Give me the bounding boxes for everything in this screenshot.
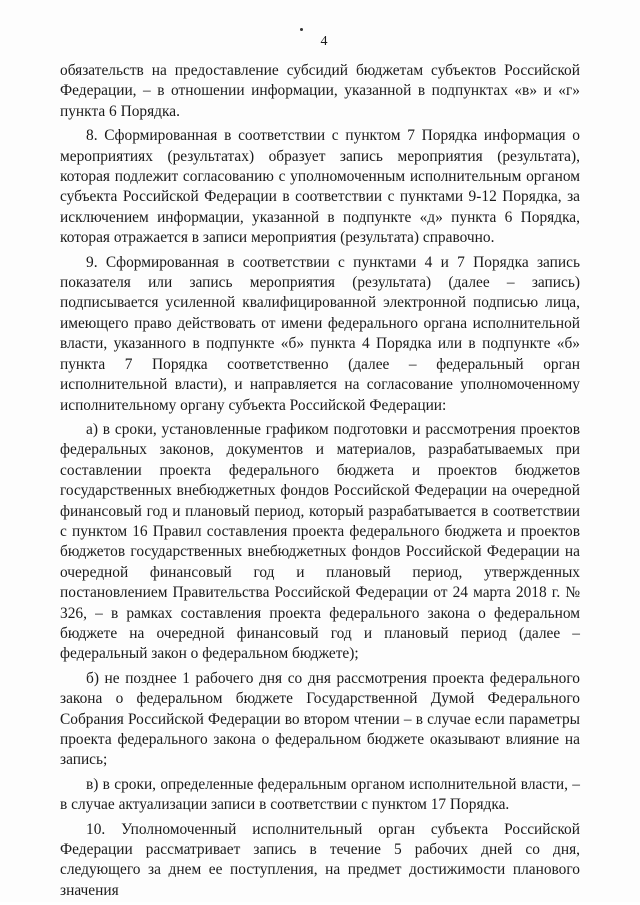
subparagraph-a: а) в сроки, установленные графиком подготовки и рассмотрения проектов федеральных законов, документов и материалов, разрабатываемых при составлении проекта федерального бюджета и проектов бюджетов государственных внебюджетных фондов Российской Федерации на очередной финансовый год и плановый период, который разрабатывается в соответствии с пунктом 16 Правил составления проекта федерального бюджета и проектов бюджетов государственных внебюджетных фондов Российской Федерации на очередной финансовый год и плановый период, утвержденных постановлением Правительства Российской Федерации от 24 марта 2018 г. № 326, – в рамках составления проекта федерального закона о федеральном бюджете на очередной финансовый год и плановый период (далее – федеральный закон о федеральном бюджете); [60,420,580,663]
paragraph-continuation: обязательств на предоставление субсидий бюджетам субъектов Российской Федерации, – в отношении информации, указанной в подпунктах «в» и «г» пункта 6 Порядка. [60,62,580,120]
subparagraph-b: б) не позднее 1 рабочего дня со дня рассмотрения проекта федерального закона о федеральном бюджете Государственной Думой Федерального Собрания Российской Федерации во втором чтении – в случае если параметры проекта федерального закона о федеральном бюджете оказывают влияние на запись; [60,669,580,769]
paragraph-9: 9. Сформированная в соответствии с пунктами 4 и 7 Порядка запись показателя или запись мероприятия (результата) (далее – запись) подписывается усиленной квалифицированной электронной подписью лица, имеющего право действовать от имени федерального органа исполнительной власти, указанного в подпункте «б» пункта 4 Порядка или в подпункте «б» пункта 7 Порядка соответственно (далее – федеральный орган исполнительной власти), и направляется на согласование уполномоченному исполнительному органу субъекта Российской Федерации: [60,253,580,414]
document-body [60,61,580,905]
paragraph-10: 10. Уполномоченный исполнительный орган субъекта Российской Федерации рассматривает запись в течение 5 рабочих дней со дня, следующего за днем ее поступления, на предмет достижимости планового значения [60,820,580,899]
page-number: 4 [320,34,328,49]
subparagraph-v: в) в сроки, определенные федеральным органом исполнительной власти, – в случае актуализации записи в соответствии с пунктом 17 Порядка. [60,775,580,814]
paragraph-8: 8. Сформированная в соответствии с пунктом 7 Порядка информация о мероприятиях (результатах) образует запись мероприятия (результата), которая подлежит согласованию с уполномоченным исполнительным органом субъекта Российской Федерации в соответствии с пунктами 9-12 Порядка, за исключением информации, указанной в подпункте «д» пункта 6 Порядка, которая отражается в записи мероприятия (результата) справочно. [60,127,580,247]
scan-speck [300,28,303,31]
